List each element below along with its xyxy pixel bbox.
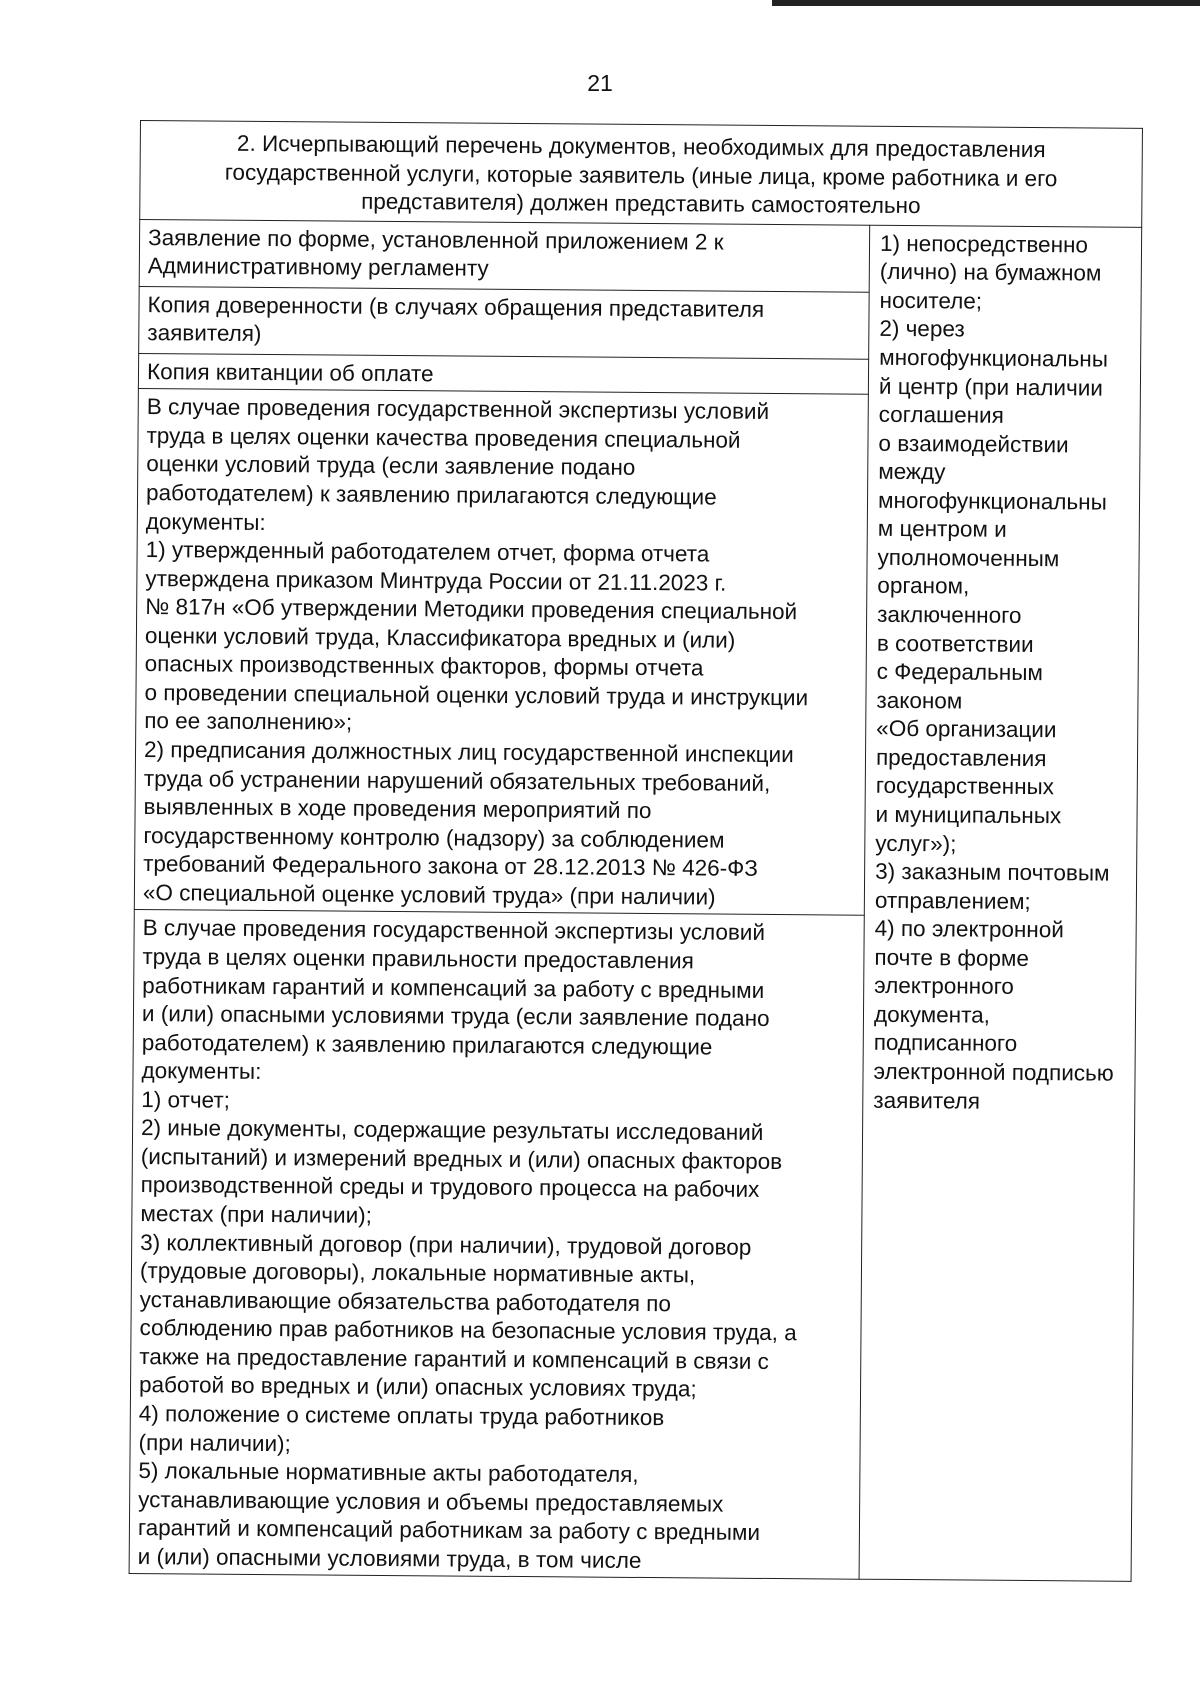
section-title: 2. Исчерпывающий перечень документов, необходимых для предоставления государственной услуги, которые заявитель (иные лица, кроме работника и его представителя) должен представить самостоятельно — [140, 121, 1143, 228]
document-sout-quality-expertise — [134, 389, 868, 916]
cell-text: Заявление по форме, установленной приложением 2 к Административному регламенту — [147, 224, 724, 281]
table-row — [139, 219, 1141, 294]
cell-text: Копия квитанции об оплате — [146, 358, 434, 387]
scan-edge-rule — [772, 0, 1200, 6]
table-header-row — [140, 121, 1143, 228]
document-application-form — [139, 219, 870, 292]
cell-text: Копия доверенности (в случаях обращения представителя заявителя) — [147, 291, 765, 347]
document-payment-receipt — [138, 353, 868, 394]
submission-methods-cell — [859, 225, 1142, 1582]
document-power-of-attorney — [139, 286, 870, 359]
cell-text: В случае проведения государственной экспертизы условий труда в целях оценки правильности предоставления работникам гарантий и компенсаций за работу с вредными и (или) опасными условиями труда (если заявление подано работодателем) к заявлению прилагаются следующие документы: 1) отчет; 2) иные документы, содержащие результаты исследований (испытаний) и измерений вредных и (или) опасных факторов производственной среды и трудового процесса на рабочих местах (при наличии); 3) коллективный договор (при наличии), трудовой договор (трудовые договоры), локальные нормативные акты, устанавливающие обязательства работодателя по соблюдению прав работников на безопасные условия труда, а также на предоставление гарантий и компенсаций в связи с работой во вредных и (или) опасных условиях труда; 4) положение о системе оплаты труда работников (при наличии); 5) локальные нормативные акты работодателя, устанавливающие условия и объемы предоставляемых гарантий и компенсаций работникам за работу с вредными и (или) опасными условиями труда, в том числе — [137, 915, 797, 1573]
page-number: 21 — [587, 70, 613, 96]
submission-methods: 1) непосредственно (лично) на бумажном носителе; 2) через многофункциональны й центр (при наличии соглашения о взаимодействии между многофункциональны м центром и уполномоченным органом, заключенного в соответствии с Федеральным законом «Об организации предоставления государственных и муниципальных услуг»); 3) заказным почтовым отправлением; 4) по электронной почте в форме электронного документа, подписанного электронной подписью заявителя — [873, 230, 1114, 1114]
documents-table — [129, 120, 1143, 1582]
cell-text: В случае проведения государственной экспертизы условий труда в целях оценки качества проведения специальной оценки условий труда (если заявление подано работодателем) к заявлению прилагаются следующие документы: 1) утвержденный работодателем отчет, форма отчета утверждена приказом Минтруда России от 21.11.2023 г. № 817н «Об утверждении Методики проведения специальной оценки условий труда, Классификатора вредных и (или) опасных производственных факторов, формы отчета о проведении специальной оценки условий труда и инструкции по ее заполнению»; 2) предписания должностных лиц государственной инспекции труда об устранении нарушений обязательных требований, выявленных в ходе проведения мероприятий по государственному контролю (надзору) за соблюдением требований Федерального закона от 28.12.2013 № 426-ФЗ «О специальной оценке условий труда» (при наличии) — [142, 394, 809, 910]
document-guarantees-expertise — [129, 910, 864, 1580]
